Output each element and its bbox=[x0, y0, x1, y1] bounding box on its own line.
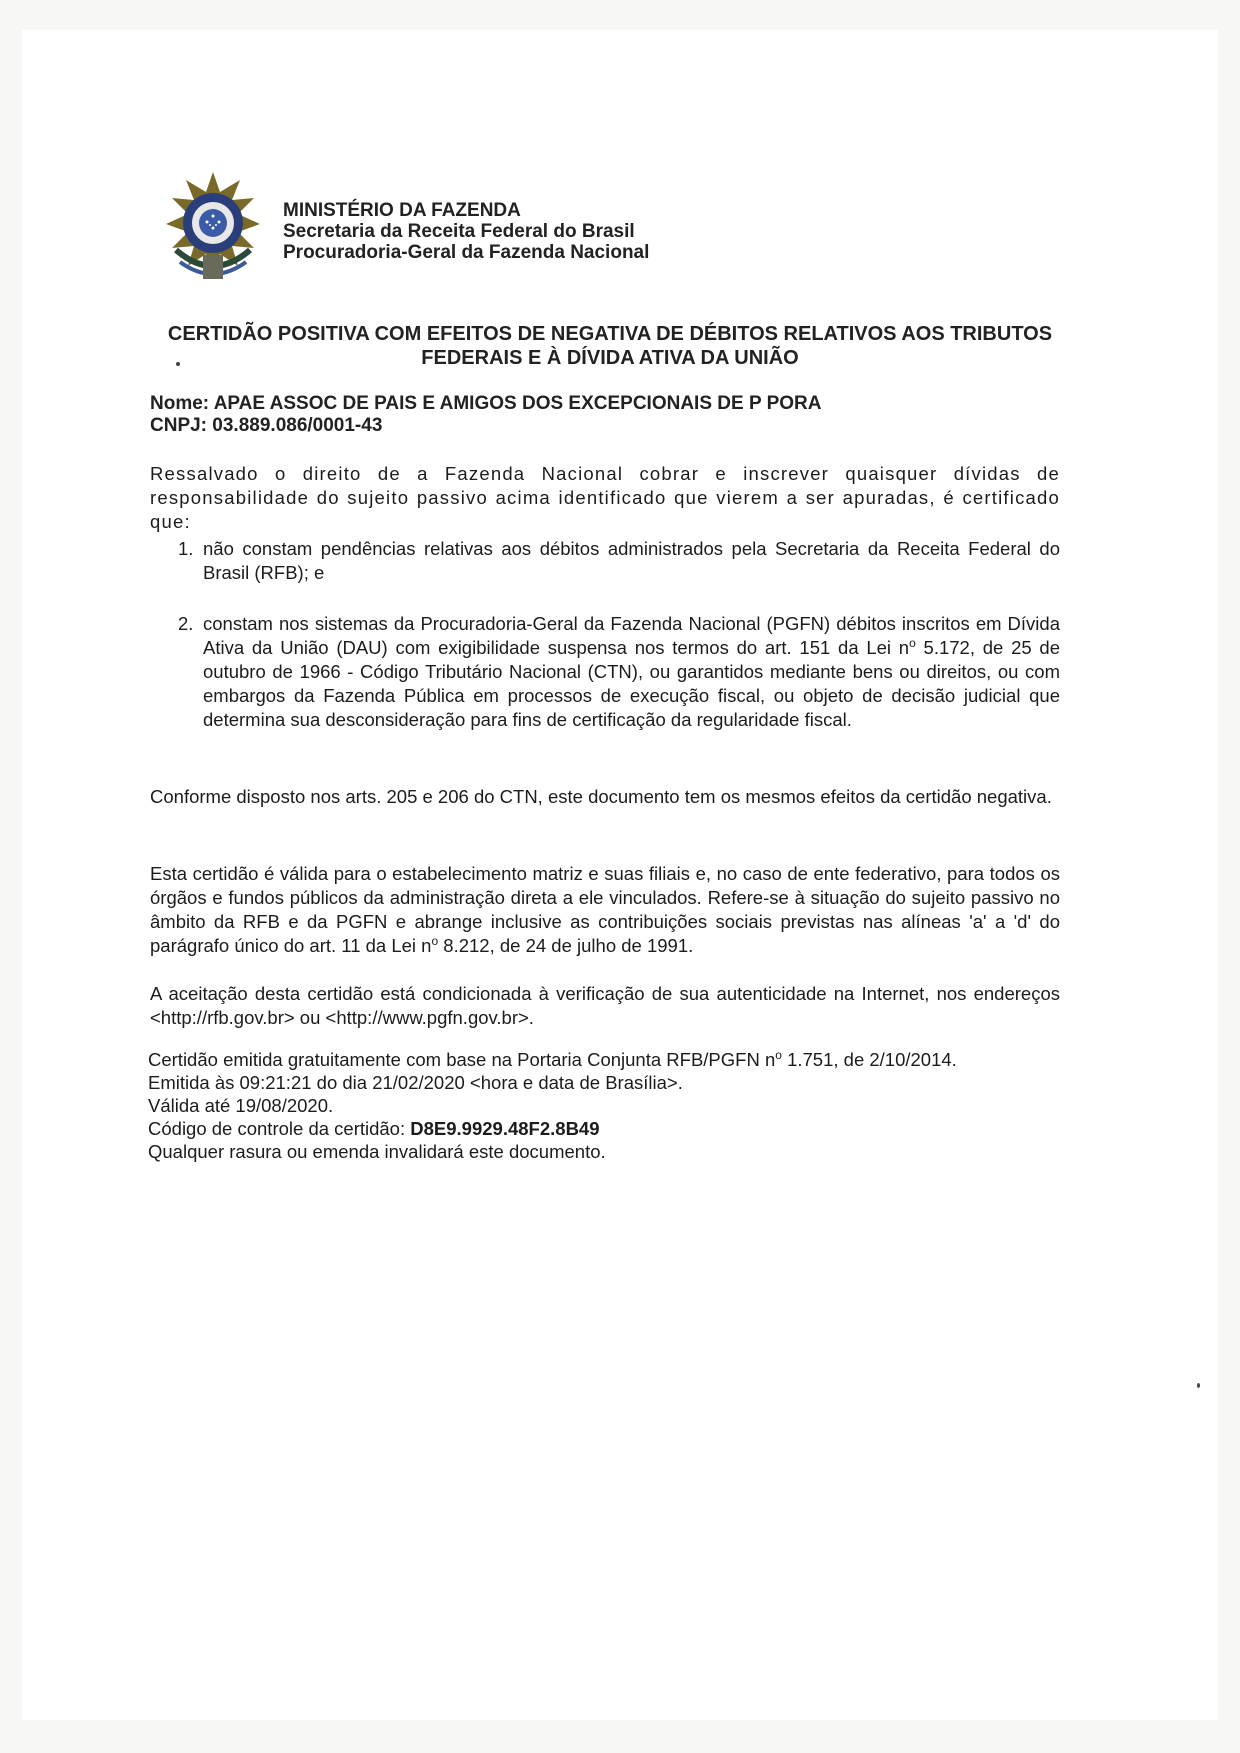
ordinal-superscript: o bbox=[431, 933, 439, 948]
item-text: não constam pendências relativas aos débitos administrados pela Secretaria da Receita Federal do Brasil (RFB); e bbox=[203, 538, 1060, 583]
intro-paragraph: Ressalvado o direito de a Fazenda Nacional cobrar e inscrever quaisquer dívidas de responsabilidade do sujeito passivo acima identificado que vierem a ser apuradas, é certificado que: bbox=[150, 463, 1060, 532]
ordinal-superscript: o bbox=[909, 635, 916, 650]
taxpayer-cnpj-row bbox=[150, 415, 821, 437]
erasure-note: Qualquer rasura ou emenda invalidará este documento. bbox=[148, 1141, 606, 1162]
cnpj-label: CNPJ: bbox=[150, 415, 208, 436]
secretariat-name: Secretaria da Receita Federal do Brasil bbox=[283, 221, 635, 242]
taxpayer-cnpj: 03.889.086/0001-43 bbox=[212, 415, 383, 436]
list-item bbox=[178, 537, 1060, 585]
ctn-effects-paragraph: Conforme disposto nos arts. 205 e 206 do CTN, este documento tem os mesmos efeitos da certidão negativa. bbox=[150, 786, 1052, 807]
attorney-general-name: Procuradoria-Geral da Fazenda Nacional bbox=[283, 242, 650, 263]
taxpayer-name-row bbox=[150, 393, 821, 415]
item-text-part-2: 5.172, de 25 de outubro de 1966 - Código Tributário Nacional (CTN), ou garantidos mediante bens ou direitos, ou com embargos da Fazenda Pública em processos de execução fiscal, ou objeto de decisão judicial que determina sua desconsideração para fins de certificação da regularidade fiscal. bbox=[203, 637, 1060, 730]
issuance-details bbox=[148, 1048, 957, 1163]
validity-text-part-2: 8.212, de 24 de julho de 1991. bbox=[438, 935, 694, 956]
title-line-1: CERTIDÃO POSITIVA COM EFEITOS DE NEGATIVA DE DÉBITOS RELATIVOS AOS TRIBUTOS bbox=[167, 323, 1053, 345]
emission-timestamp: Emitida às 09:21:21 do dia 21/02/2020 <hora e data de Brasília>. bbox=[148, 1072, 683, 1093]
control-code-row bbox=[148, 1117, 957, 1140]
scan-speck bbox=[176, 362, 180, 366]
validity-scope-paragraph bbox=[150, 862, 1060, 958]
issuance-basis-text: Certidão emitida gratuitamente com base na Portaria Conjunta RFB/PGFN n bbox=[148, 1049, 776, 1070]
brazil-coat-of-arms-icon bbox=[158, 170, 268, 286]
item-number: 1. bbox=[178, 538, 194, 559]
letterhead-text bbox=[283, 200, 649, 263]
control-code-label: Código de controle da certidão: bbox=[148, 1118, 406, 1139]
authenticity-paragraph: A aceitação desta certidão está condicionada à verificação de sua autenticidade na Internet, nos endereços <http://rfb.gov.br> ou <http://www.pgfn.gov.br>. bbox=[150, 983, 1060, 1028]
certificate-title bbox=[150, 322, 1070, 370]
letterhead bbox=[158, 170, 718, 290]
control-code: D8E9.9929.48F2.8B49 bbox=[410, 1118, 600, 1139]
taxpayer-name: APAE ASSOC DE PAIS E AMIGOS DOS EXCEPCIONAIS DE P PORA bbox=[213, 393, 822, 414]
item-number: 2. bbox=[178, 613, 194, 634]
issuance-basis bbox=[148, 1048, 957, 1071]
ordinal-superscript: o bbox=[775, 1047, 782, 1062]
valid-until: Válida até 19/08/2020. bbox=[148, 1095, 334, 1116]
certification-list-2 bbox=[178, 612, 1060, 732]
certification-list bbox=[178, 537, 1060, 585]
validity-text-part-1: Esta certidão é válida para o estabelecimento matriz e suas filiais e, no caso de ente federativo, para todos os órgãos e fundos públicos da administração direta a ele vinculados. Refere-se à situação do sujeito passivo no âmbito da RFB e da PGFN e abrange inclusive as contribuições sociais previstas nas alíneas 'a' a 'd' do parágrafo único do art. 11 da Lei n bbox=[150, 863, 1060, 956]
title-line-2: FEDERAIS E À DÍVIDA ATIVA DA UNIÃO bbox=[421, 347, 799, 369]
name-label: Nome: bbox=[150, 393, 210, 414]
list-item bbox=[178, 612, 1060, 732]
scan-speck bbox=[1197, 1383, 1200, 1388]
item-text-part-1: constam nos sistemas da Procuradoria-Geral da Fazenda Nacional (PGFN) débitos inscritos em Dívida Ativa da União (DAU) com exigibilidade suspensa nos termos do art. 151 da Lei n bbox=[203, 613, 1060, 658]
ministry-name: MINISTÉRIO DA FAZENDA bbox=[283, 200, 521, 221]
issuance-basis-date: 1.751, de 2/10/2014. bbox=[781, 1049, 957, 1070]
taxpayer-identification bbox=[150, 393, 821, 437]
